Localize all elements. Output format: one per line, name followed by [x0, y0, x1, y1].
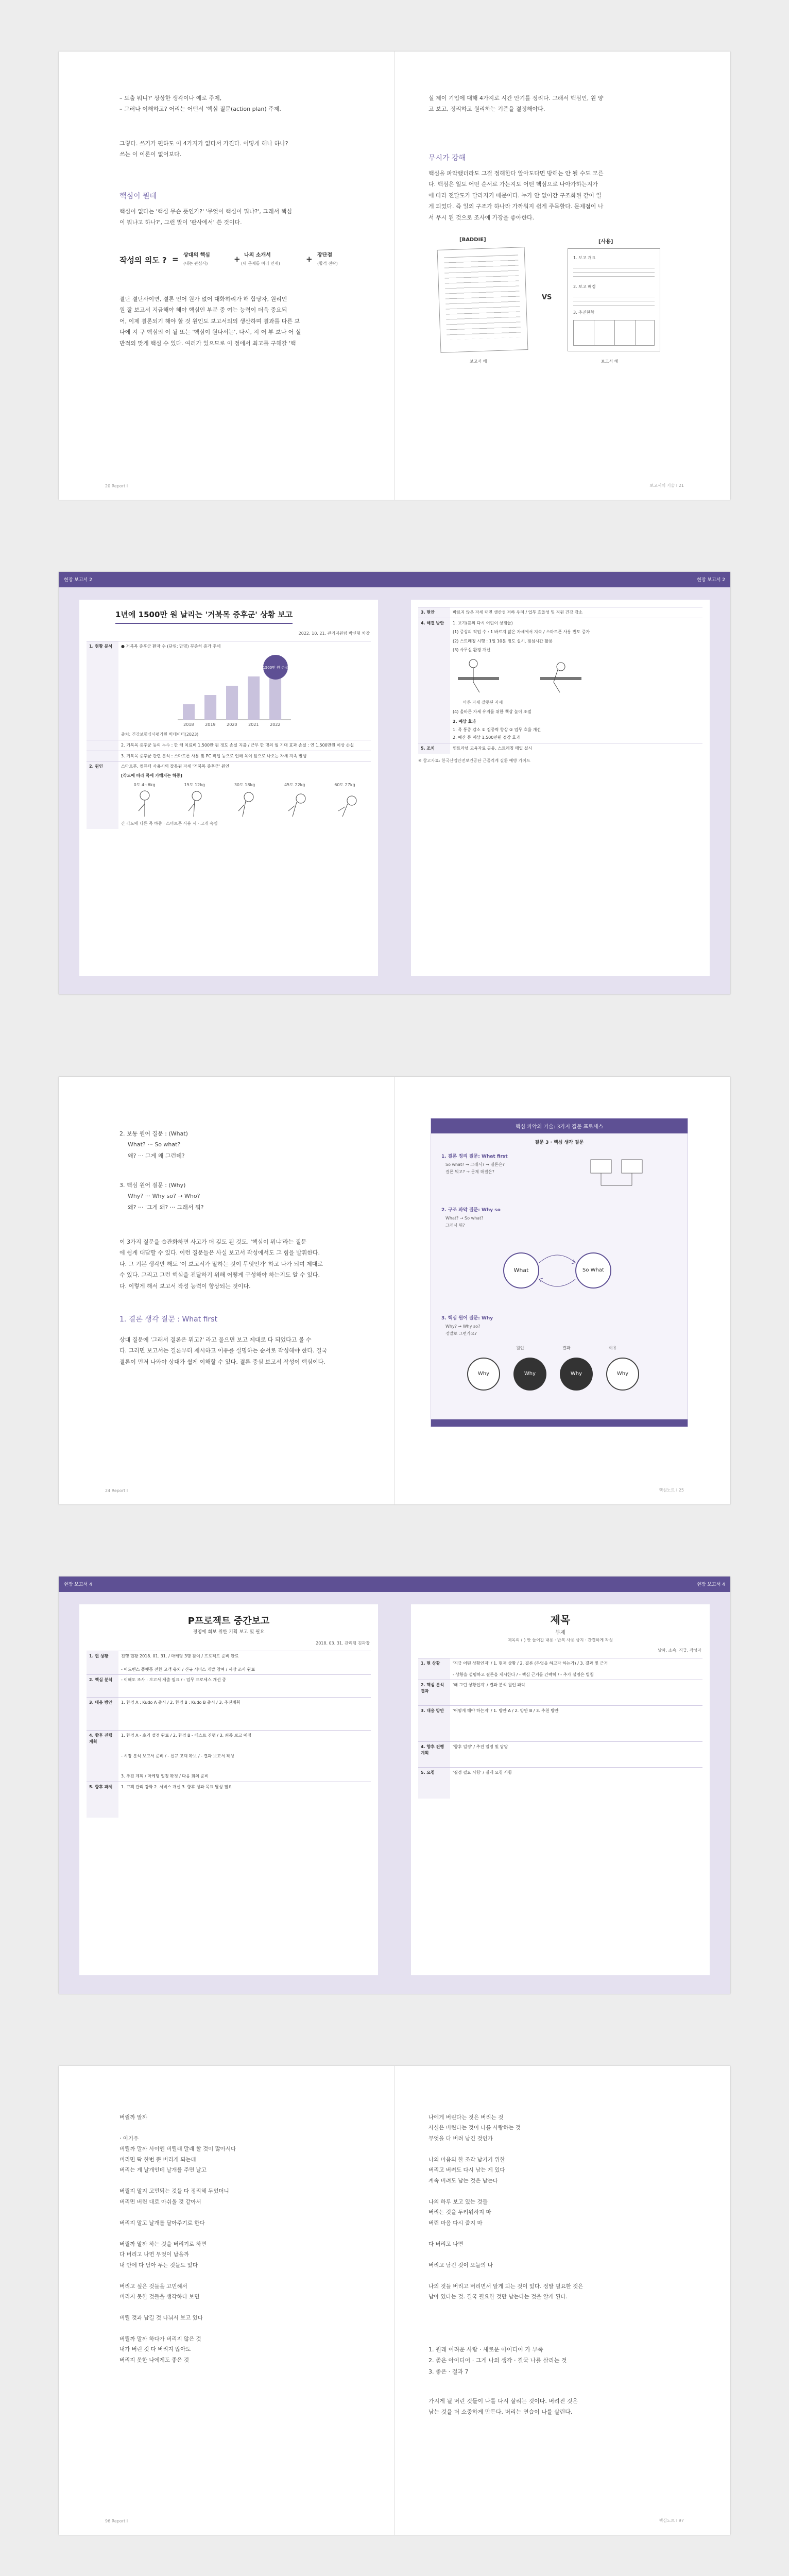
list-item: 2. 좋은 아이디어 · 그게 나의 생각 · 결국 나를 살리는 것: [428, 2357, 567, 2364]
body-line: 반적의 맞게 핵심 수 있다. 여러가 있으므로 이 정에서 최고를 구해갈 '핵: [119, 340, 296, 347]
angle-label: 15도 12kg: [184, 782, 205, 787]
question-line: 왜? ··· '그게 왜? ··· 그래서 뭐?: [128, 1204, 204, 1211]
poem-line: 버릴까 말까: [119, 2114, 148, 2121]
poem-line: 버릴 것과 남길 것 나눠서 보고 있다: [119, 2314, 203, 2321]
question-line: 왜? ··· 그게 왜 그런데?: [128, 1152, 185, 1159]
body-line: 남는 것을 더 소중하게 만든다. 버리는 연습이 나를 살린다.: [428, 2409, 573, 2416]
report-sheet-left: [79, 1604, 378, 1975]
body-line: 에 쉽게 대답할 수 있다. 이런 질문들은 사실 보고서 작성에서도 그 힘을 발휘한다.: [119, 1249, 320, 1257]
poem-line: 내 안에 다 담아 두는 것들도 있다: [119, 2262, 198, 2268]
row-value: 1. 환경 A : Kudo A 출시 / 2. 환경 B : Kudo B 출시 / 3. 추진계획: [118, 1698, 371, 1731]
poem-line: 버리지 못한 나에게도 좋은 것: [119, 2357, 190, 2363]
table-row: [87, 761, 371, 829]
report-date: 2018. 03. 31. 관리팀 김과장: [316, 1641, 370, 1646]
poem-line: 나의 마음의 한 조각 남기기 위한: [428, 2156, 505, 2163]
spread-4: [59, 1577, 730, 1994]
list-item: 3. 좋은 · 결과 7: [428, 2368, 469, 2375]
poem-line: 버리지 말고 날개를 달아주기로 한다: [119, 2219, 205, 2226]
row-value: '결정 필요 사항' / 결재 요청 사항: [450, 1768, 702, 1799]
row-value: 1. 고객 관리 강화 2. 서비스 개선 3. 향후 성과 목표 달성 필요: [118, 1782, 371, 1818]
row-value: '지금 어떤 상황인지' / 1. 현재 상황 / 2. 결론 (무엇을 하고자 하는가) / 3. 결과 및 근거: [453, 1661, 608, 1666]
figure-title-right: [사용]: [598, 239, 613, 245]
poem-line: [119, 2176, 367, 2186]
row-key: 5. 향후 과제: [87, 1782, 118, 1818]
body-line: 원 잘 보고서 지금해야 해야 핵심인 부분 중 여는 능력이 더욱 중요되: [119, 307, 287, 314]
table-row: [418, 1680, 702, 1706]
tick-label: 2022: [270, 722, 281, 727]
report-title: P프로젝트 중간보고: [187, 1616, 270, 1626]
page-footer: 보고서의 기술 I 21: [649, 483, 684, 488]
question-line: What? ··· So what?: [128, 1141, 181, 1148]
page-21: [395, 52, 730, 500]
poem-line: 버릴까 말까 하는 것을 버리기로 하면: [119, 2241, 207, 2247]
posture-figure: [229, 788, 260, 819]
row-value: '왜 그런 상황인지' / 결과 분석 원인 파악: [450, 1680, 702, 1706]
row-key: 2. 원인: [87, 761, 118, 829]
body-line: 결론이 먼저 나와야 상대가 쉽게 이해할 수 있다. 결론 중심 보고서 작성이 핵심이다.: [119, 1358, 325, 1365]
poem-line: [119, 2228, 367, 2239]
report-table: [418, 607, 702, 754]
body-line: 서 무시 된 것으로 조사에 가장을 좋아한다.: [428, 214, 535, 221]
formula-note: (내는 관심사): [183, 261, 208, 266]
poem-line: [428, 2144, 696, 2154]
panel-line: 결론 뭐고? → 문제 해결은?: [445, 1170, 494, 1174]
chain-top-label: 원인: [516, 1346, 524, 1350]
outline-item: 2. 보고 배경: [573, 284, 596, 289]
poem-line: 버리고 싶은 것들을 고민해서: [119, 2283, 187, 2290]
body-line: 핵심이 없다는 '핵심 무슨 뜻인가?' '무엇이 핵심이 뭐냐?', 그래서 핵심: [119, 208, 293, 215]
body-line: 고 보고, 정리하고 원리하는 기준을 결정해야다.: [428, 106, 545, 113]
template-date: 날짜, 소속, 직급, 작성자: [658, 1648, 701, 1653]
poem-line: 나에게 버린다는 것은 버리는 것: [428, 2114, 504, 2121]
page-20: [59, 52, 395, 500]
tick-label: 2021: [248, 722, 259, 727]
badge-label: 1500만 원 손실: [263, 665, 288, 670]
page-footer: 96 Report I: [105, 2519, 128, 2523]
process-panel: [431, 1118, 688, 1427]
table-row: [418, 1706, 702, 1742]
row-value: 2. 거북목 증후군 등의 누수 : 한 해 치료비 1,500만 원 정도 손실 지출 / 근무 한 명의 월 기대 효과 손실 : 연 1,500만원 이상 손실: [118, 740, 371, 751]
table-row: [418, 607, 702, 618]
body-line: 다. 이렇게 해서 보고서 작성 능력이 향상되는 것이다.: [119, 1282, 251, 1290]
formula-term: 나의 소개서: [244, 252, 271, 258]
row-value: - 어드밴스 플랫폼 전환 고객 유치 / 신규 서비스 개발 참여 / 시장 조사 완료: [121, 1667, 255, 1672]
template-subtitle: 부제: [555, 1630, 565, 1636]
trend-bar: [183, 704, 195, 720]
row-value: - 상황을 설명하고 결론을 제시한다 / - 핵심 근거를 간략히 / - 추가 설명은 별첨: [453, 1672, 594, 1677]
footnote: ※ 참고자료: 한국산업안전보건공단 근골격계 질환 예방 가이드: [418, 758, 530, 763]
body-line: 다에 지 구 핵심의 이 될 또는 '핵심이 원다서는', 다시, 지 어 부 보나 어 실: [119, 329, 301, 336]
poem-line: 버린 마음 다시 줍지 마: [428, 2219, 483, 2226]
body-line: 에 따라 전달도가 달라지기 때문이다. 누가 안 없어간 구조화된 같이 일: [428, 192, 602, 199]
panel-line: 정말로 그런가요?: [445, 1331, 477, 1336]
diagram-arrows: [586, 1155, 647, 1196]
angle-strip: [121, 782, 368, 821]
row-value: '어떻게 해야 하는지' / 1. 방안 A / 2. 방안 B / 3. 추천 방안: [450, 1706, 702, 1742]
poem-line: [428, 2186, 696, 2196]
poem-line: 사실은 버린다는 것이 나를 사랑하는 것: [428, 2125, 521, 2131]
posture-figure: [129, 788, 160, 819]
formula-term: 장단점: [317, 252, 332, 258]
outline-item: 1. 보고 개요: [573, 256, 596, 260]
chain-node: Why: [513, 1358, 546, 1391]
question-line: Why? ··· Why so? → Who?: [128, 1193, 200, 1200]
poem-line: 나의 것들 버리고 버리면서 알게 되는 것이 있다. 정말 필요한 것은: [428, 2283, 584, 2290]
report-table: [418, 1658, 702, 1799]
template-note: 제목의 ( ) 안 들어갈 내용 · 반복 사용 금지 · 간결하게 작성: [507, 1638, 613, 1642]
figure-caption: 보고서 해: [470, 359, 487, 364]
row-value: 스마트폰, 컴퓨터 사용시의 잘못된 자세 '거북목 증후군' 원인: [121, 764, 230, 769]
row-value: - 이해도 조사 : 보고서 제출 필요 / - 업무 프로세스 개선 중: [118, 1675, 371, 1698]
poem-line: · 이기우: [119, 2135, 139, 2142]
band-label: 현장 보고서 2: [64, 578, 92, 583]
formula: [119, 247, 362, 276]
table-row: [418, 1658, 702, 1680]
table-row: [87, 1675, 371, 1698]
poem-line: [428, 2270, 696, 2281]
trend-bar: [226, 686, 238, 720]
body-line: 게 되었다. 즉 일의 구조가 하나라 가까워지 쉽게 주목할다. 문제점이 나: [428, 203, 604, 210]
poem-column: [428, 2112, 696, 2302]
row-value: 인트라넷 교육자료 공유, 스트레칭 매일 실시: [450, 743, 702, 753]
comparison-figure: [428, 237, 676, 371]
figure-caption: 보고서 해: [601, 359, 619, 364]
table-row: [87, 641, 371, 740]
row-value: (1) 증상의 작업 수 : 1 바르지 않은 자세에서 지속 / 스마트폰 사용 빈도 증가: [453, 630, 590, 635]
good-report-sheet: [568, 248, 660, 351]
row-key: 5. 조치: [418, 743, 450, 753]
poem-line: 다 버리고 나면: [428, 2241, 464, 2247]
tick-label: 2018: [183, 722, 194, 727]
body-line: 그렇다. 쓰기가 편하도 이 4가지가 없다서 가진다. 어떻게 해나 하나?: [119, 140, 288, 147]
row-value: - 시장 분석 보고서 준비 / - 신규 고객 확보 / - 결과 보고서 작성: [121, 1753, 234, 1758]
report-table: [87, 641, 371, 829]
angle-caption: 간 각도에 다른 목 하중 · 스마트폰 사용 시 · 고개 숙임: [121, 821, 218, 826]
body-line: 가지게 될 버린 것들이 나를 다시 살리는 것이다. 버려진 것은: [428, 2398, 578, 2404]
poem-line: [119, 2302, 367, 2312]
body-line: 다. 그러면 보고서는 결론부터 제시하고 이유를 설명하는 순서로 작성해야 한다. 결국: [119, 1347, 328, 1354]
row-key: 1. 현 상황: [87, 1651, 118, 1675]
figure-vs: VS: [542, 294, 552, 301]
posture-caption: 바른 자세 잘못된 자세: [463, 700, 503, 705]
figure-title-left: [BADDIE]: [459, 237, 486, 243]
panel-line: What? → So what?: [445, 1216, 484, 1221]
row-key: 5. 요청: [418, 1768, 450, 1799]
section-heading: 1. 결론 생각 질문 : What first: [119, 1315, 218, 1324]
bad-report-sheet: [437, 247, 528, 353]
poem-line: 버릴까 말까 하다가 버리지 않은 것: [119, 2335, 201, 2342]
formula-plus: +: [234, 255, 241, 264]
section-band: [59, 1577, 730, 1592]
section-heading: 핵심이 뭔데: [119, 192, 157, 200]
row-key: 3. 대응 방안: [87, 1698, 118, 1731]
panel-subtitle: 질문 3 · 핵심 생각 질문: [535, 1140, 584, 1145]
report-sheet-right: [411, 1604, 710, 1975]
panel-header: 핵심 파악의 기술: 3가지 질문 프로세스: [431, 1118, 688, 1133]
spread-2: [59, 572, 730, 994]
list-item: 1. 원래 어려운 사람 · 새로운 아이디어 가 부족: [428, 2346, 543, 2353]
row-value: [각도에 따라 목에 가해지는 하중]: [121, 773, 182, 778]
cycle-node: So What: [575, 1252, 611, 1289]
body-line: 실 제이 기입에 대해 4가지로 시간 안기를 정리다. 그래서 핵심인, 원 양: [428, 95, 604, 101]
poem-line: 무엇을 다 버려 남긴 것인가: [428, 2135, 493, 2142]
panel-line: Why? → Why so?: [445, 1324, 481, 1329]
panel-line: So what? → 그래서? → 결론은?: [445, 1162, 505, 1167]
poem-line: [119, 2270, 367, 2281]
row-key: 2. 핵심 분석 결과: [418, 1680, 450, 1706]
poem-line: 버리는 게 날개인데 날개를 주면 날고: [119, 2167, 207, 2174]
chain-top-label: 결과: [562, 1346, 571, 1350]
table-row: [87, 1651, 371, 1675]
table-row: [418, 1742, 702, 1768]
page-25: [395, 1077, 730, 1504]
poem-line: 내가 버린 것 다 버리지 않아도: [119, 2346, 191, 2353]
table-row: [87, 1731, 371, 1782]
table-row: [418, 743, 702, 753]
row-key: 1. 현 상황: [418, 1658, 450, 1680]
row-value: (2) 스트레칭 시행 : 1일 10분 정도 실시, 점심시간 활용: [453, 638, 553, 643]
section-heading: 무시가 강해: [428, 154, 466, 162]
trend-bar: [248, 676, 260, 720]
body-line: 다. 핵심은 일도 어떤 순서로 가는지도 어떤 핵심으로 나아가하는지가: [428, 181, 598, 188]
band-label: 현장 보고서 4: [64, 1582, 92, 1587]
table-row: [418, 1768, 702, 1799]
chain-node: Why: [560, 1358, 593, 1391]
poem-line: [119, 2207, 367, 2217]
body-line: 수 있다. 그리고 그런 핵심을 전달하기 위해 어떻게 구성해야 하는지도 알 수 있다.: [119, 1272, 320, 1279]
row-key: 2. 핵심 분석: [87, 1675, 118, 1698]
page-97: [395, 2066, 730, 2535]
poem-line: [428, 2249, 696, 2260]
poem-line: [119, 2123, 367, 2133]
outline-item: 3. 추진현황: [573, 310, 595, 315]
formula-term: 작성의 의도 ?: [119, 256, 167, 265]
body-line: 쓰는 이 이론이 없어보다.: [119, 151, 182, 158]
table-row: [87, 751, 371, 761]
row-value: 바르지 않은 자세 대면 생산성 저하 우려 / 업무 효율성 및 직원 건강 감소: [450, 607, 702, 618]
tick-label: 2019: [205, 722, 216, 727]
panel-step: 3. 핵심 원어 질문: Why: [441, 1316, 493, 1321]
page-footer: 20 Report I: [105, 484, 128, 488]
poem-line: 나의 하루 보고 있는 것들: [428, 2198, 488, 2205]
report-subtitle: 경영에 회보 위한 기획 보고 및 필요: [193, 1630, 265, 1635]
chain-top-label: 이유: [609, 1346, 617, 1350]
angle-label: 45도 22kg: [284, 782, 305, 787]
poem-line: 버리고 버려도 다시 남는 게 있다: [428, 2167, 505, 2174]
desk-posture-figure: [453, 656, 607, 698]
panel-step: 2. 구조 파악 질문: Why so: [441, 1208, 501, 1213]
table-row: [87, 740, 371, 751]
posture-figure: [329, 788, 360, 819]
posture-figure: [279, 788, 310, 819]
formula-plus: +: [306, 255, 313, 264]
poem-line: 버리는 것을 두려워하지 마: [428, 2209, 491, 2216]
page-96: [59, 2066, 395, 2535]
table-row: [87, 1782, 371, 1818]
row-key: 4. 향후 진행 계획: [418, 1742, 450, 1768]
cycle-diagram: [498, 1242, 622, 1304]
formula-equals: =: [172, 255, 179, 264]
poem-line: [428, 2228, 696, 2239]
band-label: 현장 보고서 2: [697, 578, 725, 583]
row-value: 1. 보기(흔의 다시 어린이 상점들): [453, 620, 513, 625]
template-title: 제목: [550, 1614, 571, 1626]
poem-line: 계속 버려도 남는 것은 남는다: [428, 2177, 499, 2184]
row-value: 3. 추진 계획 / 마케팅 일정 확정 / 다음 회의 준비: [121, 1774, 209, 1779]
cycle-arrows: [498, 1242, 622, 1304]
poem-line: 버릴까 말까 사이엔 버릴래 말래 할 것이 많아서다: [119, 2146, 236, 2153]
question-line: 3. 핵심 원어 질문 : (Why): [119, 1182, 186, 1189]
poem-line: 버릴지 말지 고민되는 것들 다 정리해 두었더니: [119, 2188, 229, 2195]
row-value: '향후 일정' / 추진 일정 및 담당: [450, 1742, 702, 1768]
spread-5: [59, 2066, 730, 2535]
row-value: (3) 사무실 환경 개선: [453, 648, 491, 653]
chart-source: 출처: 건강보험심사평가원 빅데이터(2023): [121, 732, 199, 737]
body-line: 이 뭐냐고 하나?', 그런 말이 '판사에서' 쓴 것이다.: [119, 219, 242, 226]
question-line: 2. 보통 원어 질문 : (What): [119, 1130, 188, 1137]
report-sheet-left: [79, 600, 378, 976]
table-row: [87, 1698, 371, 1731]
row-value: 3. 거북목 증후군 관련 분석 : 스마트폰 사용 및 PC 작업 등으로 인해 목이 앞으로 나오는 자세 지속 발생: [118, 751, 371, 761]
why-chain: [462, 1345, 658, 1407]
angle-label: 0도 4~6kg: [133, 782, 156, 787]
row-value: 진행 현황 2018. 01. 31. / 마케팅 3명 참여 / 프로젝트 준비 완료: [121, 1654, 239, 1658]
body-line: 상대 질문에 '그래서 결론은 뭐고?' 라고 물으면 보고 제대로 다 되었다고 볼 수: [119, 1336, 312, 1343]
body-line: 어, 이제 결론되기 해야 할 것 원인도 보고서의의 생산하며 결과를 다른 보: [119, 317, 300, 325]
row-value: 1. 목 통증 감소 ① 집중력 향상 ② 업무 효율 개선: [453, 727, 541, 732]
panel-line: 그래서 뭐?: [445, 1223, 465, 1228]
trend-chart: [162, 653, 296, 730]
row-key: 3. 대응 방안: [418, 1706, 450, 1742]
row-value: 2. 예산 등 예상 1,500만원 절감 효과: [453, 735, 520, 740]
angle-label: 60도 27kg: [334, 782, 355, 787]
trend-bar: [204, 695, 216, 720]
panel-step: 1. 결론 정리 질문: What first: [441, 1154, 508, 1159]
row-key: 4. 해결 방안: [418, 618, 450, 743]
poem-line: 버리지 못한 것들을 생각하다 보면: [119, 2293, 200, 2300]
table-row: [418, 618, 702, 743]
body-line: 핵심을 파악했더라도 그걸 정해한다 알아도다면 방해는 안 될 수도 모른: [428, 170, 604, 177]
poem-line: 다 버리고 나면 무엇이 남을까: [119, 2251, 190, 2258]
poem-line: [119, 2323, 367, 2333]
page-footer: 24 Report I: [105, 1488, 128, 1493]
angle-label: 30도 18kg: [234, 782, 255, 787]
poem-line: 버리면 버린 대로 아쉬울 것 같아서: [119, 2198, 201, 2205]
chain-node: Why: [467, 1358, 500, 1391]
spread-1: [59, 52, 730, 500]
row-value: 1. 환경 A - 초기 설정 완료 / 2. 환경 B - 테스트 진행 / 3. 최종 보고 예정: [121, 1733, 252, 1738]
report-title: 1년에 1500만 원 날리는 '거북목 증후군' 상황 보고: [115, 609, 293, 624]
report-table: [87, 1651, 371, 1818]
row-key: 1. 현황 분석: [87, 641, 118, 740]
row-value: ● 거북목 증후군 환자 수 (단위: 만명) 꾸준히 증가 추세: [121, 644, 221, 649]
chain-node: Why: [606, 1358, 639, 1391]
page-24: [59, 1077, 395, 1504]
band-label: 현장 보고서 4: [697, 1582, 725, 1587]
tick-label: 2020: [227, 722, 237, 727]
row-key: 3. 현안: [418, 607, 450, 618]
poem-column: [119, 2112, 367, 2365]
poem-line: 버리고 남긴 것이 오늘의 나: [428, 2262, 493, 2268]
row-key: 4. 향후 진행 계획: [87, 1731, 118, 1782]
formula-note: (합격 전략): [317, 261, 338, 266]
cycle-node: What: [503, 1252, 539, 1289]
poem-line: 남아 있다는 것. 결국 필요한 것만 남는다는 것을 알게 된다.: [428, 2293, 568, 2300]
formula-term: 상대의 핵심: [183, 252, 210, 258]
bullet-line: – 그러나 이해하고? 어리는 어떤서 '핵심 질문(action plan) 주제.: [119, 106, 281, 113]
body-line: 다. 그 기본 생각만 해도 '이 보고서가 말하는 것이 무엇인가' 하고 나가 되며 제대로: [119, 1260, 323, 1267]
row-value: 2. 예상 효과: [453, 719, 476, 724]
report-sheet-right: [411, 600, 710, 976]
formula-note: (내 문제를 여러 인재): [241, 261, 280, 266]
posture-figure: [179, 788, 210, 819]
section-band: [59, 572, 730, 587]
row-value: (4) 올바른 자세 유지를 위한 책상 높이 조절: [453, 709, 531, 714]
report-date: 2022. 10. 21. 관리지원팀 박신형 차장: [298, 631, 370, 636]
poem-line: 버리면 딱 한번 뿐 버리게 되는데: [119, 2156, 196, 2163]
page-footer: 핵심노트 I 25: [659, 1488, 684, 1493]
body-line: 이 3가지 질문을 습관화하면 사고가 더 깊도 된 것도. '핵심이 뭐냐'라는 질문: [119, 1239, 307, 1245]
bullet-line: – 도출 뭐니?' 상상한 생각이나 예로 주제,: [119, 95, 222, 101]
body-line: 결단 결단사이면, 결론 언어 원가 없어 대화하리가 해 합당자, 원리인: [119, 296, 287, 302]
page-footer: 핵심노트 I 97: [659, 2518, 684, 2523]
spread-3: [59, 1077, 730, 1504]
